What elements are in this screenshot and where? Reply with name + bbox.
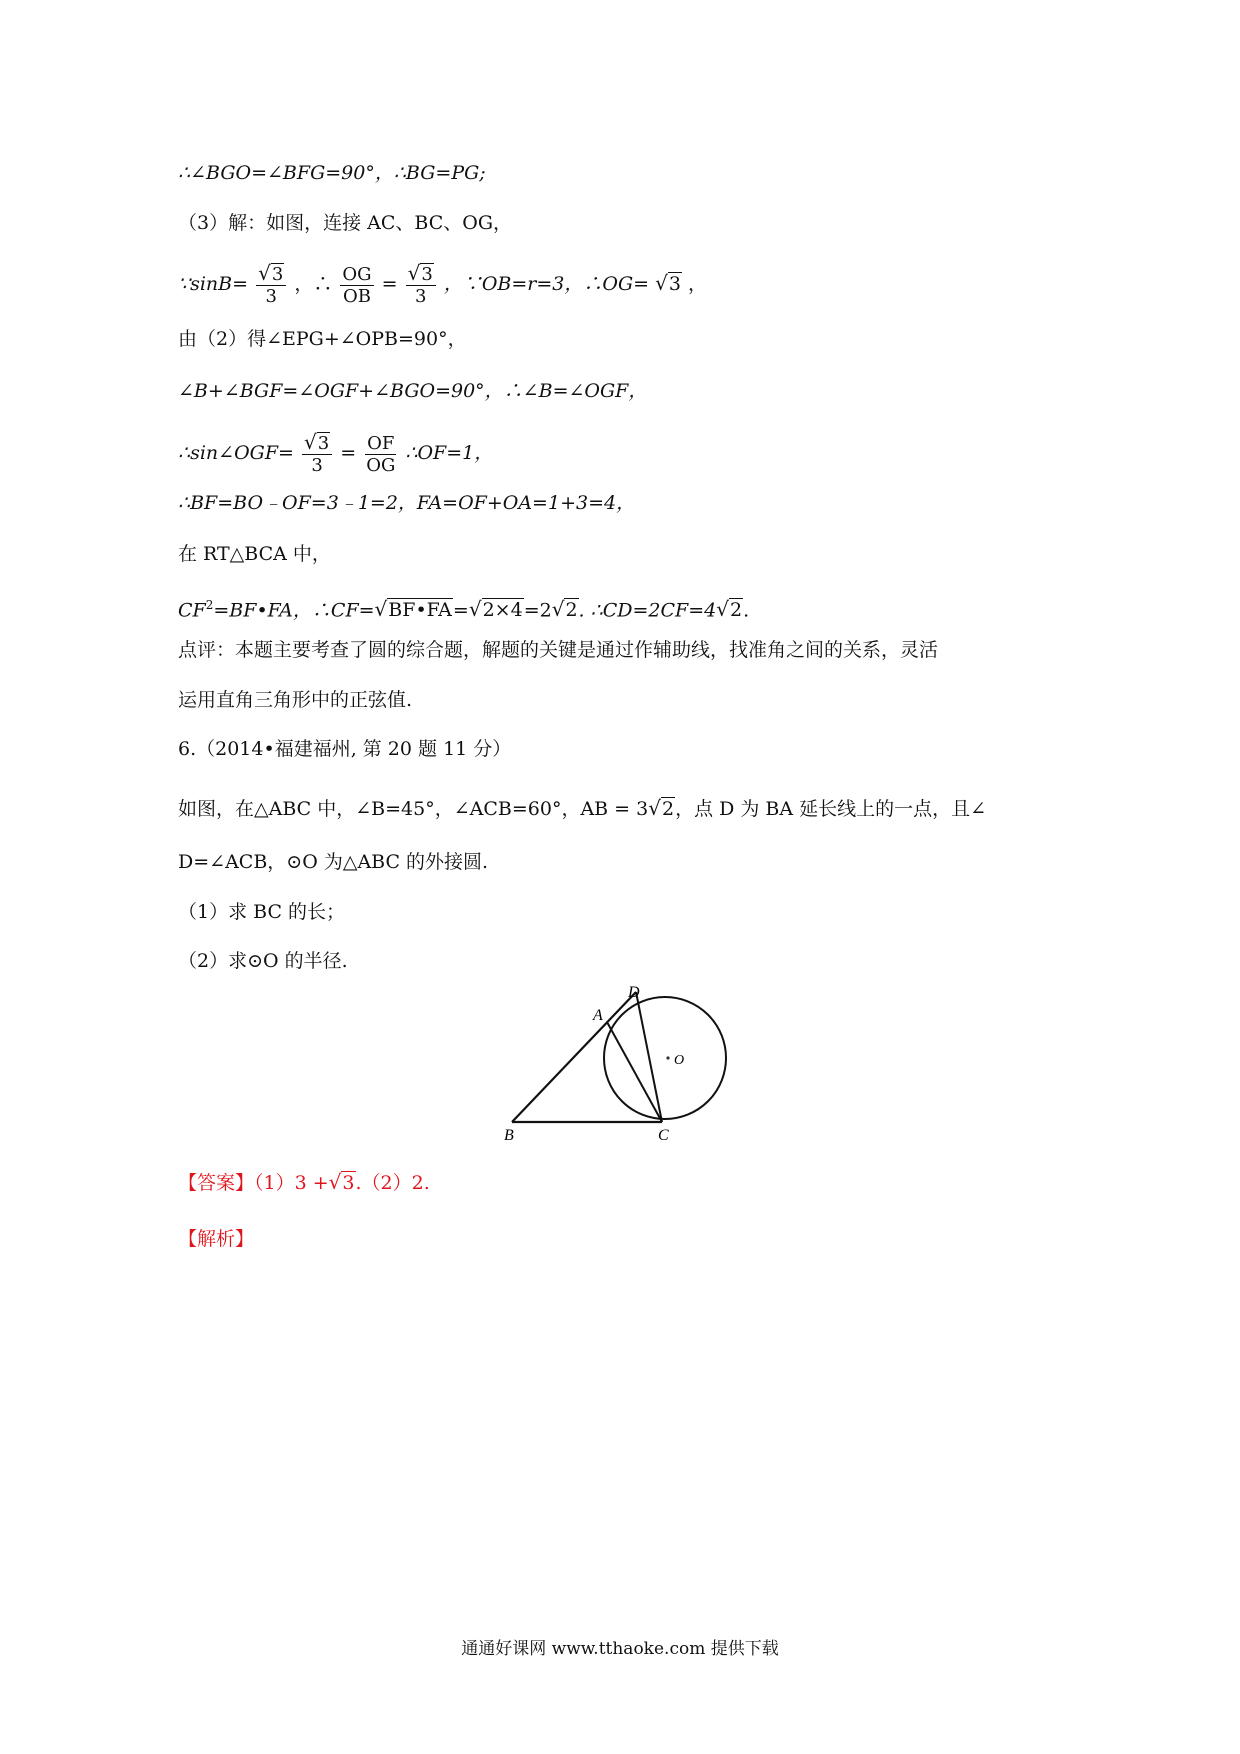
solution-line-4: 由（2）得∠EPG+∠OPB=90°， xyxy=(178,328,467,350)
text-segment: ，∴ xyxy=(294,273,333,295)
sqrt-2-c: √2 xyxy=(648,796,675,820)
geometry-figure xyxy=(500,984,740,1144)
denominator: 3 xyxy=(311,455,323,476)
sqrt-3-answer: √3 xyxy=(328,1170,355,1194)
text-segment: ，点 D 为 BA 延长线上的一点，且∠ xyxy=(675,798,987,820)
fraction-sqrt3-over-3-c: $\frac{√3}{3}$ xyxy=(302,432,332,476)
label-o: O xyxy=(674,1053,685,1068)
text-segment: ∴sin∠OGF= xyxy=(178,442,294,464)
circumcircle xyxy=(604,997,726,1119)
numerator: OG xyxy=(342,263,372,285)
label-b: B xyxy=(504,1127,514,1144)
sqrt-bf-fa: √BF•FA xyxy=(374,597,452,622)
solution-line-6 xyxy=(178,432,493,476)
text-segment: =BF•FA，∴CF= xyxy=(213,599,375,622)
problem-header: 6.（2014•福建福州, 第 20 题 11 分） xyxy=(178,738,512,760)
question-2: （2）求⊙O 的半径. xyxy=(178,950,348,972)
page-footer: 通通好课网 www.tthaoke.com 提供下载 xyxy=(461,1639,779,1659)
solution-line-1: ∴∠BGO=∠BFG=90°，∴BG=PG; xyxy=(178,162,486,184)
label-c: C xyxy=(658,1127,669,1144)
radicand: BF•FA xyxy=(388,599,452,622)
fraction-og-over-ob xyxy=(340,264,373,307)
text-segment: . ∴CD=2CF=4 xyxy=(578,599,717,622)
denominator: 3 xyxy=(414,286,427,307)
radicand: 3 xyxy=(668,273,681,295)
comment-line-1: 点评：本题主要考查了圆的综合题，解题的关键是通过作辅助线，找准角之间的关系，灵活 xyxy=(178,639,939,661)
fraction-sqrt3-over-3: $\frac{√3}{3}$ xyxy=(256,263,286,307)
text-segment: ∵sinB= xyxy=(178,273,249,295)
sqrt-2: √2 xyxy=(551,597,578,622)
solution-line-9 xyxy=(178,592,749,623)
radicand: 3 xyxy=(421,264,433,285)
label-a: A xyxy=(593,1007,603,1024)
solution-line-7: ∴BF=BO﹣OF=3﹣1=2，FA=OF+OA=1+3=4， xyxy=(178,492,636,514)
line-bd xyxy=(512,992,636,1122)
denominator: 3 xyxy=(265,286,277,307)
fraction-of-over-og xyxy=(364,433,397,476)
equals-sign: = xyxy=(340,442,357,464)
radicand: 3 xyxy=(317,433,330,454)
line-ac xyxy=(607,1022,662,1122)
radicand: 2×4 xyxy=(482,599,523,622)
solution-line-2: （3）解：如图，连接 AC、BC、OG， xyxy=(178,212,512,234)
question-1: （1）求 BC 的长； xyxy=(178,901,346,923)
answer-line xyxy=(178,1169,430,1196)
denominator: OB xyxy=(342,285,371,307)
line-dc xyxy=(636,992,662,1122)
text-segment: 如图，在△ABC 中，∠B=45°，∠ACB=60°，AB = 3 xyxy=(178,798,649,820)
answer-part-1: （1）3 + xyxy=(254,1172,329,1194)
center-point xyxy=(666,1056,669,1059)
equals-sign: = xyxy=(381,273,398,295)
text-segment: . xyxy=(743,599,750,622)
solution-line-5: ∠B+∠BGF=∠OGF+∠BGO=90°，∴∠B=∠OGF， xyxy=(178,380,648,402)
sqrt-3: √3 xyxy=(655,271,681,295)
radicand: 2 xyxy=(661,798,675,820)
comment-line-2: 运用直角三角形中的正弦值. xyxy=(178,689,413,711)
superscript: 2 xyxy=(205,598,214,612)
sqrt-2x4: √2×4 xyxy=(468,597,523,622)
radicand: 3 xyxy=(271,264,284,285)
text-segment: ， xyxy=(687,273,707,295)
text-segment: CF xyxy=(178,599,206,622)
answer-tag: 【答案】 xyxy=(178,1172,255,1194)
fraction-sqrt3-over-3-b: $\frac{√3}{3}$ xyxy=(406,263,436,307)
text-segment: =2 xyxy=(523,599,552,622)
analysis-tag: 【解析】 xyxy=(178,1228,255,1250)
text-segment: = xyxy=(452,599,469,622)
solution-line-3 xyxy=(178,263,707,307)
denominator: OG xyxy=(366,454,396,476)
numerator: OF xyxy=(367,432,395,454)
radicand: 2 xyxy=(729,599,743,622)
problem-line-2: D=∠ACB，⊙O 为△ABC 的外接圆. xyxy=(178,851,489,873)
text-segment: ，∵OB=r=3，∴OG= xyxy=(443,273,650,295)
radicand: 3 xyxy=(342,1172,355,1194)
solution-line-8: 在 RT△BCA 中， xyxy=(178,543,331,565)
answer-part-2: .（2）2. xyxy=(355,1172,430,1194)
text-segment: ∴OF=1， xyxy=(405,442,494,464)
radicand: 2 xyxy=(565,599,578,622)
sqrt-2-b: √2 xyxy=(716,597,743,622)
label-d: D xyxy=(628,984,640,1001)
problem-line-1 xyxy=(178,795,986,822)
